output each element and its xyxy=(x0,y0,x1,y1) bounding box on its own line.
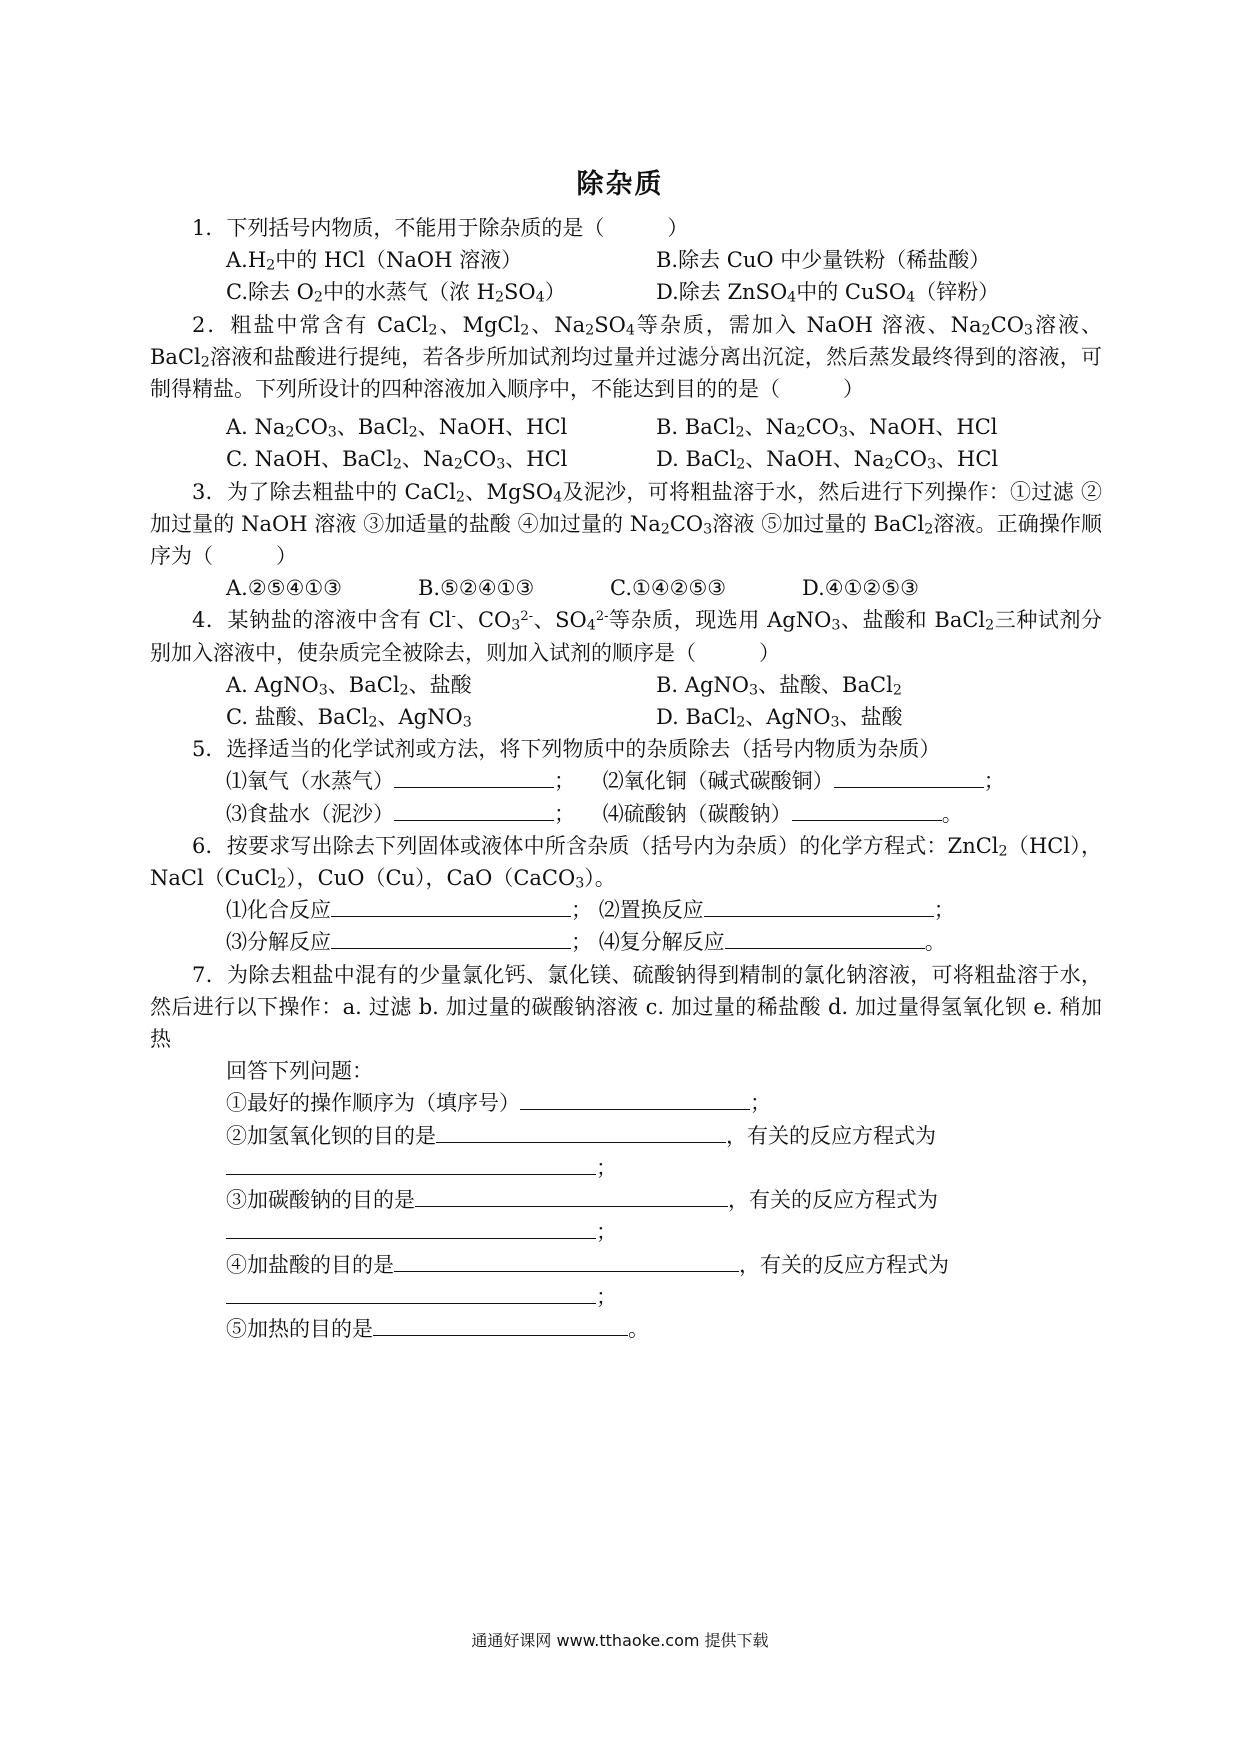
answer-blank[interactable] xyxy=(704,896,934,917)
option-d: D.除去 ZnSO$_4$中的 CuSO$_4$（锌粉） xyxy=(656,280,1000,306)
question-7-item-2: ②加氢氧化钡的目的是 ，有关的反应方程式为 xyxy=(226,1123,936,1148)
question-1-stem: 1．下列括号内物质，不能用于除杂质的是（ ） xyxy=(192,216,689,240)
option-b: B.⑤②④①③ xyxy=(418,576,535,601)
page-footer: 通通好课网 www.tthaoke.com 提供下载 xyxy=(471,1631,769,1650)
answer-blank[interactable] xyxy=(331,929,571,950)
question-5-stem: 5．选择适当的化学试剂或方法，将下列物质中的杂质除去（括号内物质为杂质） xyxy=(192,737,941,762)
question-2-options-cd xyxy=(150,443,1102,475)
option-b: B. BaCl$_2$、$Na_2CO_3$、NaOH、HCl xyxy=(656,415,998,441)
option-d: D. BaCl$_2$、AgNO$_3$、盐酸 xyxy=(656,705,903,731)
option-c: C.除去 $O_2$中的水蒸气（浓 $H_2SO_4$） xyxy=(226,280,566,306)
question-1-options-ab xyxy=(150,244,1102,276)
answer-blank[interactable] xyxy=(394,1251,739,1272)
question-3-options xyxy=(150,572,1102,604)
question-7-stem: 7．为除去粗盐中混有的少量氯化钙、氯化镁、硫酸钠得到精制的氯化钠溶液，可将粗盐溶于水，然后进行以下操作：a. 过滤 b. 加过量的碳酸钠溶液 c. 加过量的稀盐酸 d. 加过量得氢氧化钡 e. 稍加热 xyxy=(150,962,1102,1052)
answer-blank[interactable] xyxy=(226,1154,596,1175)
question-7-item-2-equation: ； xyxy=(150,1152,1102,1184)
option-c: C. 盐酸、BaCl$_2$、AgNO$_3$ xyxy=(226,705,472,731)
questions xyxy=(150,212,1102,1345)
question-7-item-5: ⑤加热的目的是 。 xyxy=(226,1316,649,1341)
question-6-stem: 6．按要求写出除去下列固体或液体中所含杂质（括号内为杂质）的化学方程式：ZnCl$_2$（HCl），NaCl（CuCl$_2$），CuO（Cu），CaO（CaCO$_3$）。 xyxy=(150,833,1102,892)
question-7-item-1: ①最好的操作顺序为（填序号） ； xyxy=(226,1091,771,1116)
question-5-row-1: ⑴氧气（水蒸气） ； ⑵氧化铜（碱式碳酸铜） ； xyxy=(226,769,1005,794)
question-2-stem: 2．粗盐中常含有 CaCl$_2$、MgCl$_2$、$Na_2SO_4$等杂质，需加入 NaOH 溶液、$Na_2CO_3$溶液、BaCl$_2$溶液和盐酸进行提纯，若各步所加试剂均过量并过滤分离出沉淀，然后蒸发最终得到的溶液，可制得精盐。下列所设计的四种溶液加入顺序中，不能达到目的的是（ ） xyxy=(150,312,1102,402)
answer-blank[interactable] xyxy=(331,896,571,917)
answer-blank[interactable] xyxy=(373,1315,628,1336)
option-c: C. NaOH、BaCl$_2$、$Na_2CO_3$、HCl xyxy=(226,447,568,473)
question-4-options-ab xyxy=(150,669,1102,701)
question-4-options-cd xyxy=(150,701,1102,733)
question-7-item-4-equation: ； xyxy=(150,1281,1102,1313)
option-a: A. AgNO$_3$、BaCl$_2$、盐酸 xyxy=(226,672,472,699)
option-b: B.除去 CuO 中少量铁粉（稀盐酸） xyxy=(656,248,991,273)
answer-blank[interactable] xyxy=(725,929,925,950)
option-d: D. BaCl$_2$、NaOH、$Na_2CO_3$、HCl xyxy=(656,447,999,473)
question-7-prompt: 回答下列问题： xyxy=(226,1059,373,1084)
question-6-row-1: ⑴化合反应 ； ⑵置换反应 ； xyxy=(226,898,955,923)
option-a: A.②⑤④①③ xyxy=(226,576,342,601)
question-3-stem: 3．为了除去粗盐中的 CaCl$_2$、MgSO$_4$及泥沙，可将粗盐溶于水，然后进行下列操作：①过滤 ②加过量的 NaOH 溶液 ③加适量的盐酸 ④加过量的 $Na_2CO_3$溶液 ⑤加过量的 BaCl$_2$溶液。正确操作顺序为（ ） xyxy=(150,479,1102,569)
option-b: B. AgNO$_3$、盐酸、BaCl$_2$ xyxy=(656,672,902,699)
answer-blank[interactable] xyxy=(834,768,984,789)
question-5-row-2: ⑶食盐水（泥沙） ； ⑷硫酸钠（碳酸钠） 。 xyxy=(226,801,963,826)
question-7-item-3: ③加碳酸钠的目的是 ，有关的反应方程式为 xyxy=(226,1188,938,1213)
answer-blank[interactable] xyxy=(394,768,554,789)
option-a: $A.H_2$中的 HCl（NaOH 溶液） xyxy=(226,248,523,274)
option-a: A. $Na_2CO_3$、BaCl$_2$、NaOH、HCl xyxy=(226,415,568,441)
answer-blank[interactable] xyxy=(415,1186,728,1207)
option-c: C.①④②⑤③ xyxy=(610,576,727,601)
question-1-options-cd xyxy=(150,276,1102,308)
question-6-row-2: ⑶分解反应 ； ⑷复分解反应 。 xyxy=(226,930,946,955)
answer-blank[interactable] xyxy=(792,800,942,821)
answer-blank[interactable] xyxy=(436,1122,726,1143)
answer-blank[interactable] xyxy=(520,1090,750,1111)
question-2-options-ab xyxy=(150,411,1102,443)
answer-blank[interactable] xyxy=(226,1283,596,1304)
question-7-item-4: ④加盐酸的目的是 ，有关的反应方程式为 xyxy=(226,1252,949,1277)
question-7-item-3-equation: ； xyxy=(150,1216,1102,1248)
answer-blank[interactable] xyxy=(394,800,554,821)
question-4-stem: 4．某钠盐的溶液中含有 Cl-、$CO_3^{2-}$、$SO_4^{2-}$等杂质，现选用 AgNO$_3$、盐酸和 BaCl$_2$三种试剂分别加入溶液中，使杂质完全被除去，则加入试剂的顺序是（ ） xyxy=(150,608,1102,665)
answer-blank[interactable] xyxy=(226,1218,596,1239)
page-title: 除杂质 xyxy=(576,169,664,200)
option-d: D.④①②⑤③ xyxy=(802,576,919,601)
